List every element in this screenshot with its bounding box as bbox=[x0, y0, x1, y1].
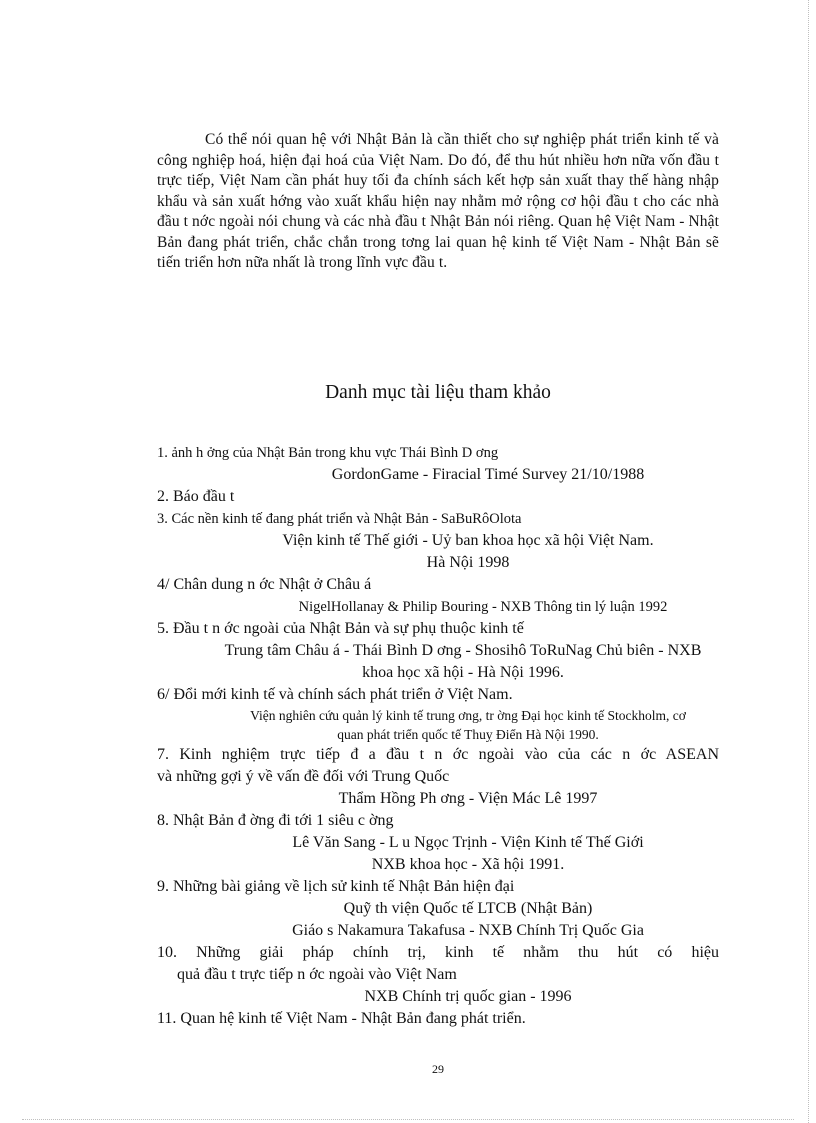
reference-6-source: Viện nghiên cứu quản lý kinh tế trung ơng, tr ờng Đại học kinh tế Stockholm, cơ bbox=[250, 708, 686, 723]
reference-7-title-cont: và những gợi ý về vấn đề đối với Trung Quốc bbox=[157, 768, 450, 785]
reference-1-title: 1. ảnh h ởng của Nhật Bản trong khu vực Thái Bình D ơng bbox=[157, 445, 499, 461]
reference-4-source: NigelHollanay & Philip Bouring - NXB Thông tin lý luận 1992 bbox=[298, 599, 668, 615]
reference-7-source: Thẩm Hồng Ph ơng - Viện Mác Lê 1997 bbox=[338, 790, 598, 807]
reference-3-place: Hà Nội 1998 bbox=[426, 554, 510, 571]
reference-9-title: 9. Những bài giảng về lịch sử kinh tế Nhật Bản hiện đại bbox=[157, 878, 515, 895]
reference-8-publisher: NXB khoa học - Xã hội 1991. bbox=[371, 856, 565, 873]
body-paragraph: Có thể nói quan hệ với Nhật Bản là cần thiết cho sự nghiệp phát triển kinh tế và công nghiệp hoá, hiện đại hoá của Việt Nam. Do đó, để thu hút nhiều hơn nữa vốn đầu t trực tiếp, Việt Nam cần phát huy tối đa chính sách kết hợp sản xuất thay thế hàng nhập khẩu và sản xuất hớng vào xuất khẩu hiện nay nhằm mở rộng cơ hội đầu t cho các nhà đầu t nớc ngoài nói chung và các nhà đầu t Nhật Bản nói riêng. Quan hệ Việt Nam - Nhật Bản đang phát triển, chắc chắn trong tơng lai quan hệ kinh tế Việt Nam - Nhật Bản sẽ tiến triển hơn nữa nhất là trong lĩnh vực đầu t. bbox=[157, 131, 719, 271]
reference-1-source: GordonGame - Firacial Timé Survey 21/10/1988 bbox=[331, 466, 645, 483]
reference-11-title: 11. Quan hệ kinh tế Việt Nam - Nhật Bản đang phát triển. bbox=[157, 1010, 526, 1027]
reference-3-source: Viện kinh tế Thế giới - Uỷ ban khoa học xã hội Việt Nam. bbox=[282, 532, 654, 549]
reference-list bbox=[157, 442, 719, 1030]
reference-2-title: 2. Báo đầu t bbox=[157, 488, 235, 505]
reference-5-source-cont: khoa học xã hội - Hà Nội 1996. bbox=[362, 664, 564, 681]
reference-4-title: 4/ Chân dung n ớc Nhật ở Châu á bbox=[157, 576, 372, 593]
reference-7-title: 7. Kinh nghiệm trực tiếp đ a đầu t n ớc ngoài vào của các n ớc ASEAN bbox=[157, 746, 719, 763]
reference-5-title: 5. Đầu t n ớc ngoài của Nhật Bản và sự phụ thuộc kinh tế bbox=[157, 620, 524, 637]
reference-10-title: 10. Những giải pháp chính trị, kinh tế nhằm thu hút có hiệu bbox=[157, 944, 719, 961]
reference-8-source: Lê Văn Sang - L u Ngọc Trịnh - Viện Kinh tế Thế Giới bbox=[292, 834, 644, 851]
reference-10-title-cont: quả đầu t trực tiếp n ớc ngoài vào Việt Nam bbox=[177, 966, 457, 983]
page-bottom-edge bbox=[22, 1119, 794, 1120]
reference-8-title: 8. Nhật Bản đ ờng đi tới 1 siêu c ờng bbox=[157, 812, 394, 829]
page-number: 29 bbox=[432, 1062, 444, 1076]
reference-10-source: NXB Chính trị quốc gian - 1996 bbox=[364, 988, 572, 1005]
reference-9-author: Giáo s Nakamura Takafusa - NXB Chính Trị Quốc Gia bbox=[292, 922, 644, 939]
reference-6-title: 6/ Đổi mới kinh tế và chính sách phát triển ở Việt Nam. bbox=[157, 686, 513, 703]
reference-3-title: 3. Các nền kinh tế đang phát triển và Nhật Bản - SaBuRôOlota bbox=[157, 511, 522, 527]
page-right-edge bbox=[808, 0, 809, 1123]
reference-9-source: Quỹ th viện Quốc tế LTCB (Nhật Bản) bbox=[343, 900, 593, 917]
reference-5-source: Trung tâm Châu á - Thái Bình D ơng - Shosihô ToRuNag Chủ biên - NXB bbox=[224, 642, 702, 659]
references-heading: Danh mục tài liệu tham khảo bbox=[325, 382, 551, 403]
reference-6-source-cont: quan phát triển quốc tế Thuỵ Điển Hà Nội 1990. bbox=[337, 727, 599, 742]
